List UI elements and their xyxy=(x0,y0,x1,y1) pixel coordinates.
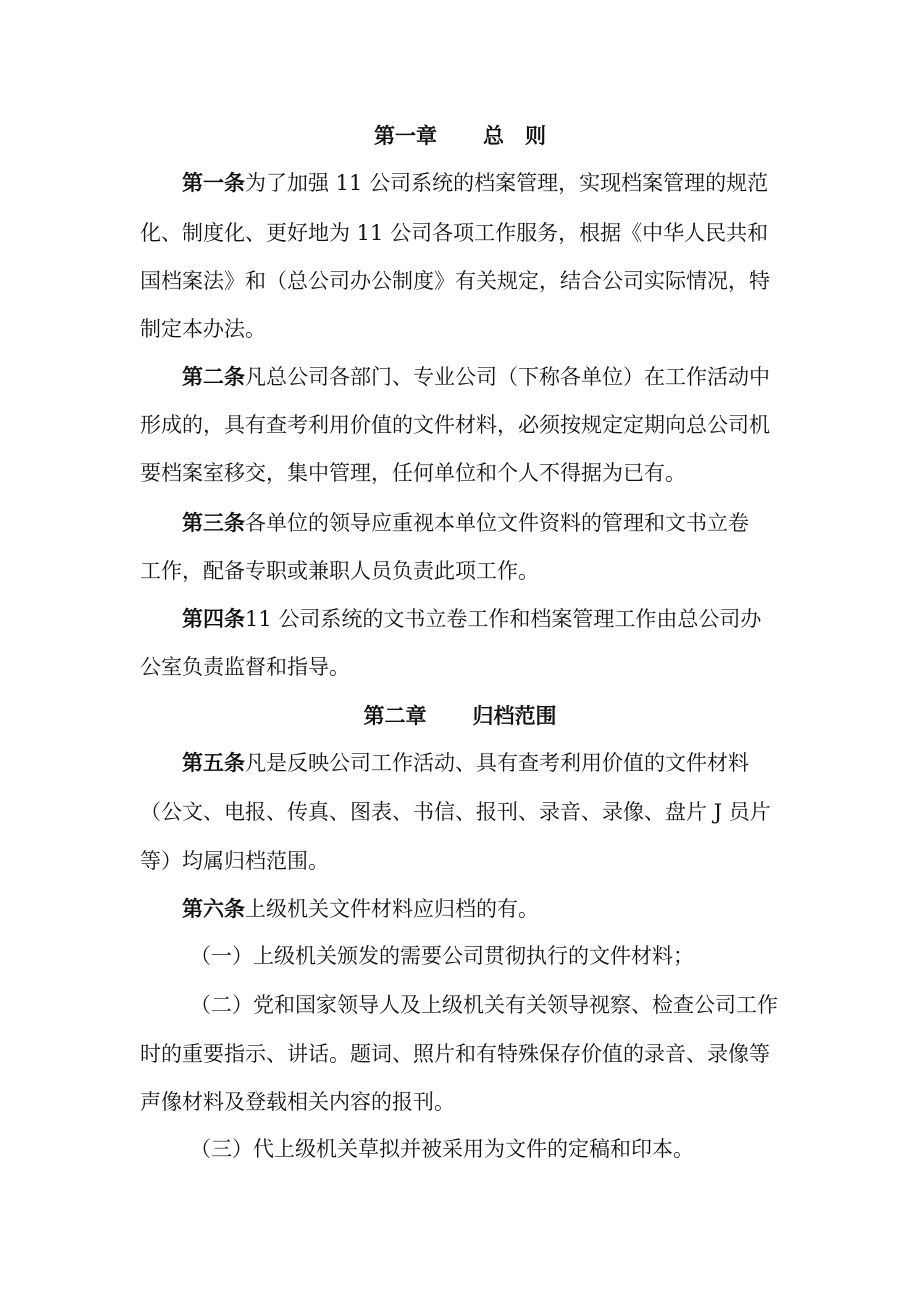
chapter-2-heading xyxy=(0,701,920,731)
article-1-label: 第一条 xyxy=(182,171,245,195)
article-2-line-3: 要档案室移交，集中管理，任何单位和个人不得据为已有。 xyxy=(140,461,686,485)
article-5-label: 第五条 xyxy=(182,751,245,775)
article-6-label: 第六条 xyxy=(182,897,245,921)
article-4-line-2: 公室负责监督和指导。 xyxy=(140,655,350,679)
article-5-line-2: （公文、电报、传真、图表、书信、报刊、录音、录像、盘片 J 员片 xyxy=(140,800,771,824)
article-2-line-1: 第二条凡总公司各部门、专业公司（下称各单位）在工作活动中 xyxy=(182,365,770,389)
item-2-line-2: 时的重要指示、讲话。题词、照片和有特殊保存价值的录音、录像等 xyxy=(140,1042,770,1066)
article-2-label: 第二条 xyxy=(182,365,245,389)
chapter-2-title: 归档范围 xyxy=(472,704,557,728)
article-1-line-1: 第一条为了加强 11 公司系统的档案管理，实现档案管理的规范 xyxy=(182,171,769,195)
article-3-line-2: 工作，配备专职或兼职人员负责此项工作。 xyxy=(140,559,539,583)
article-5-line-1: 第五条凡是反映公司工作活动、具有查考利用价值的文件材料 xyxy=(182,751,749,775)
article-1-line-3: 国档案法》和（总公司办公制度》有关规定，结合公司实际情况，特 xyxy=(140,269,770,293)
article-1-line-4: 制定本办法。 xyxy=(140,317,266,341)
article-4-label: 第四条 xyxy=(182,607,245,631)
item-2-line-1: （二）党和国家领导人及上级机关有关领导视察、检查公司工作 xyxy=(190,993,778,1017)
article-1-line-2: 化、制度化、更好地为 11 公司各项工作服务，根据《中华人民共和 xyxy=(140,221,769,245)
article-6-line-1: 第六条上级机关文件材料应归档的有。 xyxy=(182,897,539,921)
chapter-1-title: 总 则 xyxy=(483,124,546,148)
article-4-line-1: 第四条11 公司系统的文书立卷工作和档案管理工作由总公司办 xyxy=(182,607,762,631)
item-3: （三）代上级机关草拟并被采用为文件的定稿和印本。 xyxy=(190,1137,694,1161)
article-3-line-1: 第三条各单位的领导应重视本单位文件资料的管理和文书立卷 xyxy=(182,511,749,535)
item-1: （一）上级机关颁发的需要公司贯彻执行的文件材料； xyxy=(190,944,694,968)
chapter-1-label: 第一章 xyxy=(374,124,437,148)
item-2-line-3: 声像材料及登载相关内容的报刊。 xyxy=(140,1090,455,1114)
chapter-1-heading xyxy=(0,121,920,151)
article-2-line-2: 形成的，具有查考利用价值的文件材料，必须按规定定期向总公司机 xyxy=(140,413,770,437)
article-3-label: 第三条 xyxy=(182,511,245,535)
chapter-2-label: 第二章 xyxy=(363,704,427,728)
article-5-line-3: 等）均属归档范围。 xyxy=(140,849,329,873)
